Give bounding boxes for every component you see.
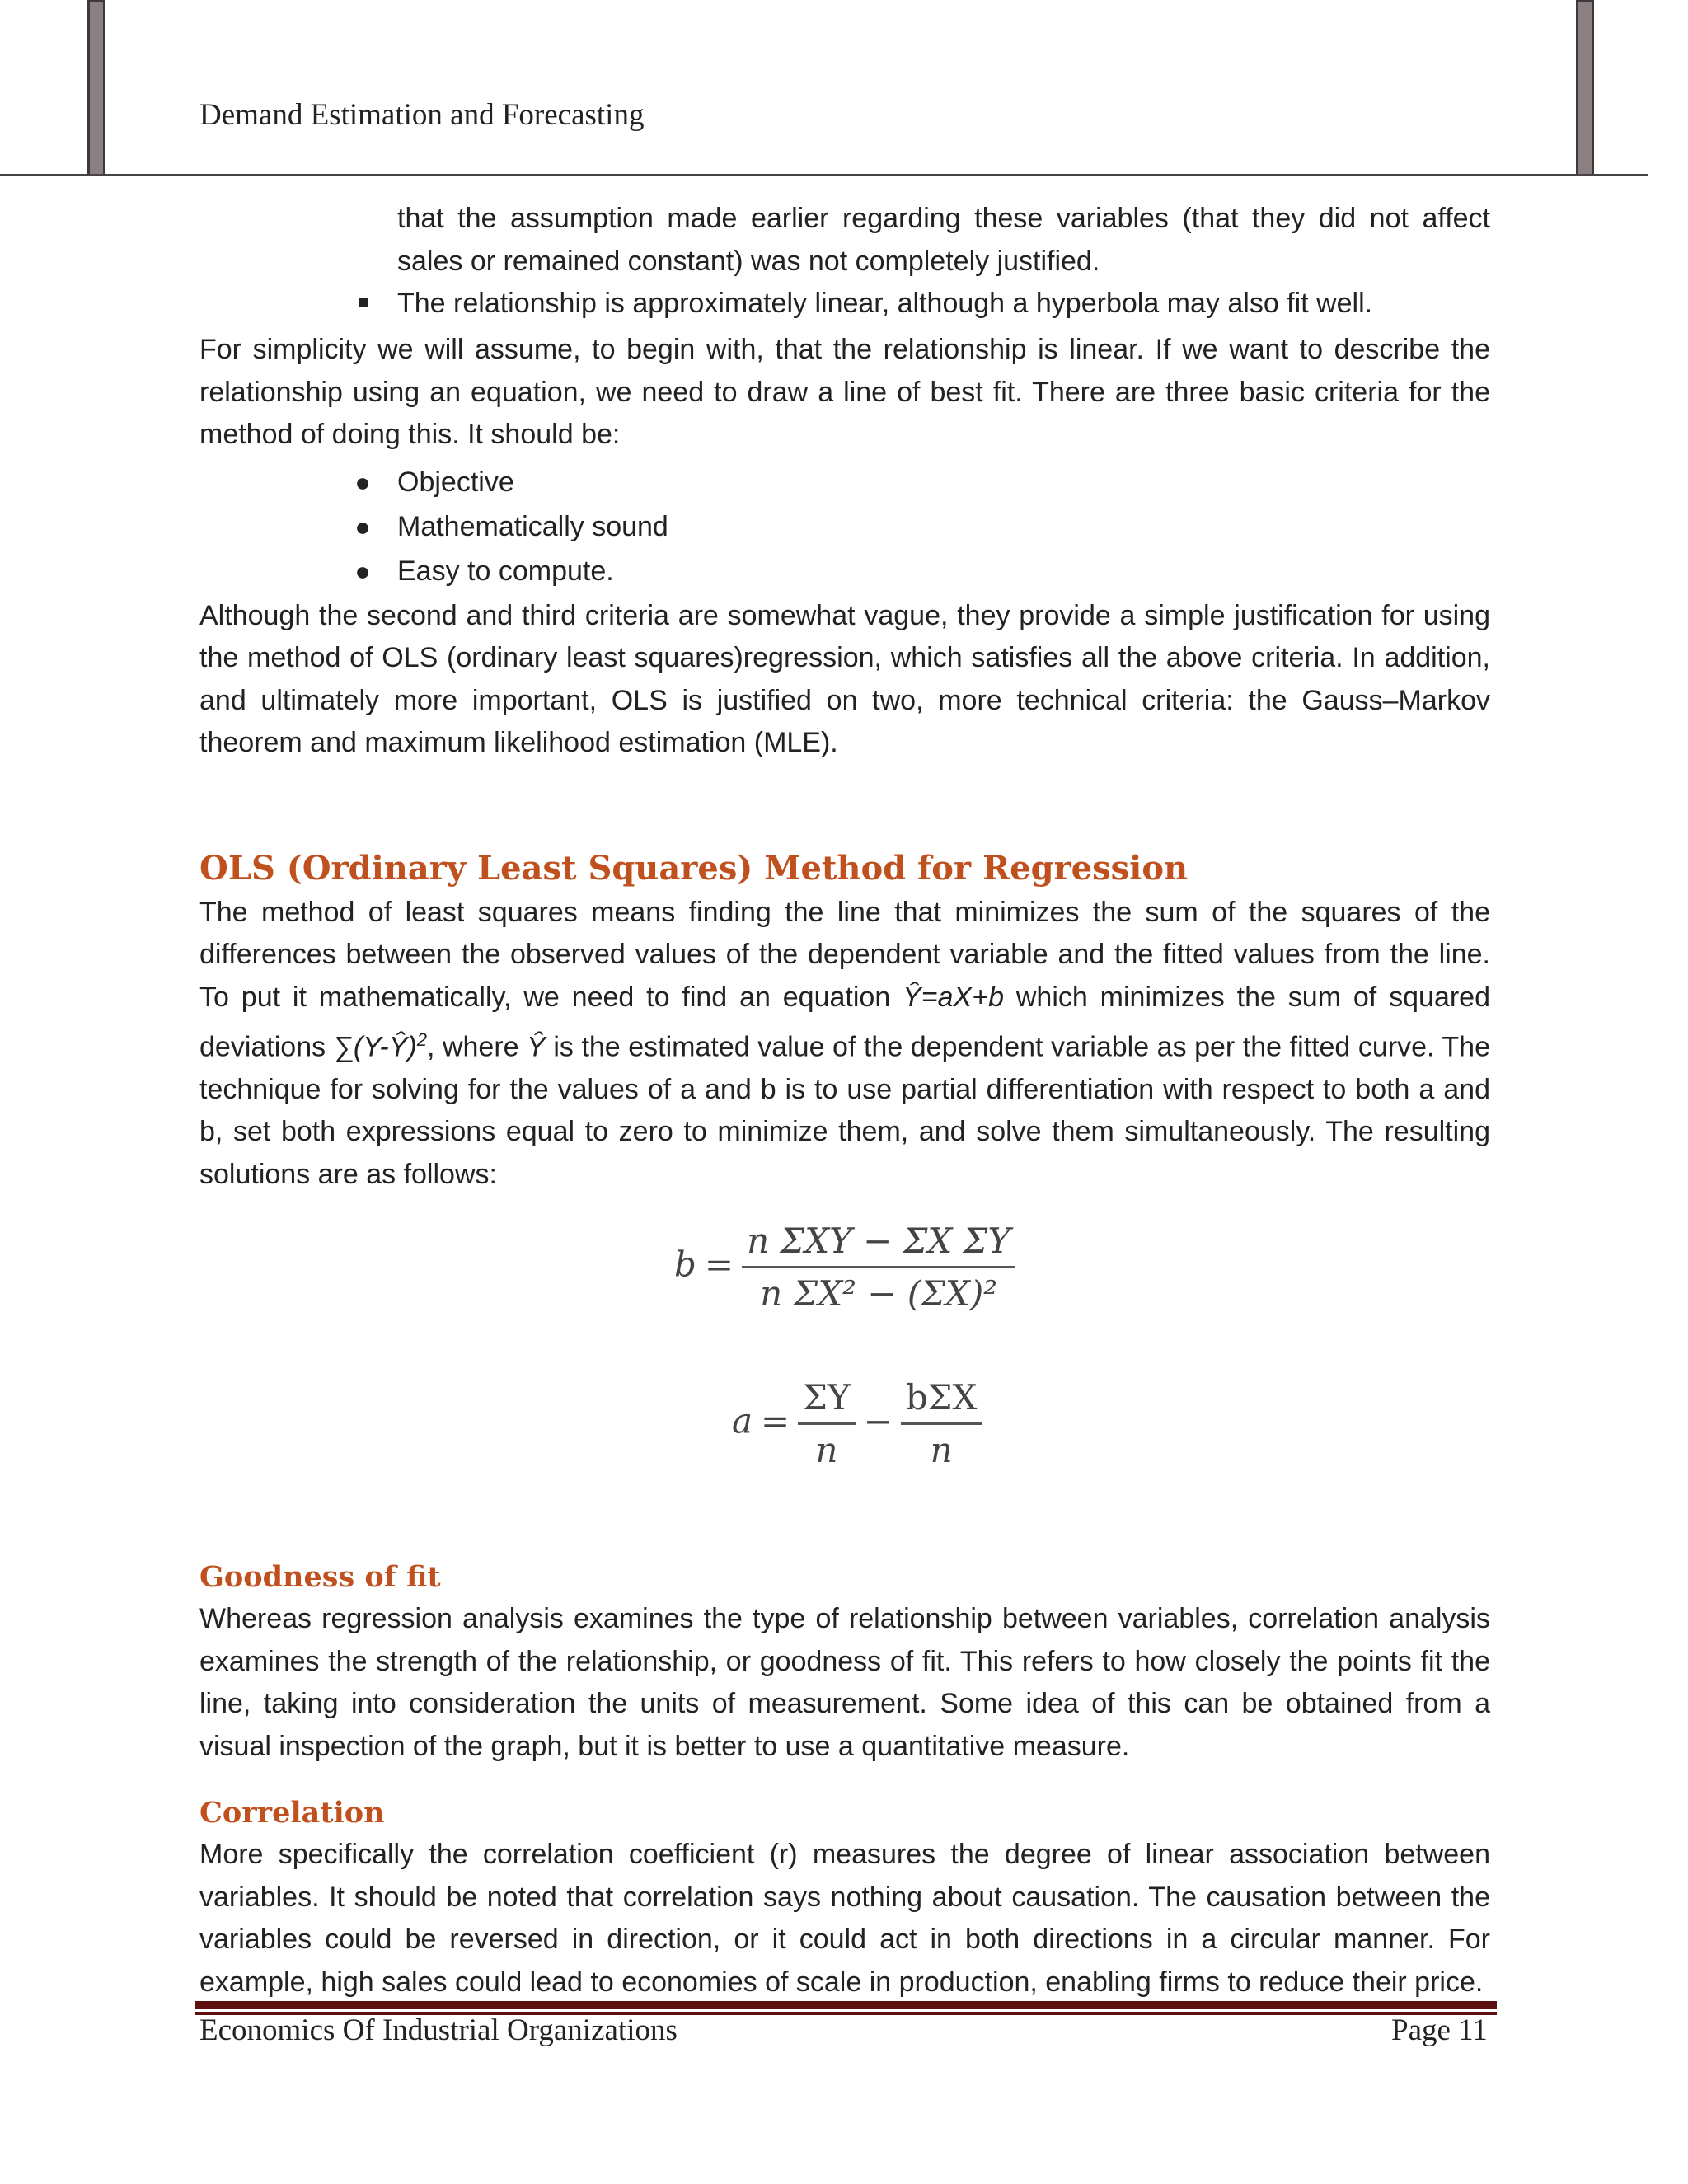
equation-line: Ŷ=aX+b bbox=[903, 981, 1004, 1013]
paragraph-criteria-intro: For simplicity we will assume, to begin with, that the relationship is linear. If we want to describe the relationship using an equation, we need to draw a line of best fit. There are three basic criteria for the method of doing this. It should be: bbox=[199, 334, 1490, 450]
list-item-text: Easy to compute. bbox=[397, 555, 614, 587]
formula-b-numerator: n ΣXY − ΣX ΣY bbox=[742, 1221, 1015, 1268]
header-title: Demand Estimation and Forecasting bbox=[199, 98, 645, 132]
list-item-text: Mathematically sound bbox=[397, 510, 668, 542]
paragraph-correlation: More specifically the correlation coefficient (r) measures the degree of linear association between variables. It should be noted that correlation says nothing about causation. The causation between the variables could be reversed in direction, or it could act in both directions in a circular manner. For example, high sales could lead to economies of scale in production, enabling firms to reduce their price. bbox=[199, 1839, 1490, 1998]
formula-a-numerator-2: bΣX bbox=[901, 1377, 982, 1425]
formula-a-denominator-2: n bbox=[930, 1430, 953, 1471]
section-heading-correlation: Correlation bbox=[199, 1796, 385, 1830]
paragraph-ols-justification: Although the second and third criteria are somewhat vague, they provide a simple justification for using the method of OLS (ordinary least squares)regression, which satisfies all the above criteria. In addition, and ultimately more important, OLS is justified on two, more technical criteria: the Gauss–Markov theorem and maximum likelihood estimation (MLE). bbox=[199, 599, 1490, 758]
footer-book-title: Economics Of Industrial Organizations bbox=[199, 2013, 678, 2047]
square-bullet-icon bbox=[350, 283, 375, 324]
formula-a-fraction-1 bbox=[798, 1377, 855, 1470]
formula-b bbox=[674, 1221, 1015, 1314]
footer-rule-thick bbox=[195, 2001, 1497, 2009]
equation-sum-squares: ∑(Y-Ŷ) bbox=[333, 1031, 417, 1063]
formula-a-numerator-1: ΣY bbox=[798, 1377, 855, 1425]
formula-b-equals: = bbox=[704, 1244, 734, 1285]
equation-yhat: Ŷ bbox=[527, 1031, 546, 1063]
formula-a-fraction-2 bbox=[901, 1377, 982, 1470]
page-content bbox=[199, 198, 1490, 2004]
list-item bbox=[199, 549, 1490, 593]
header-bar-left bbox=[87, 0, 106, 176]
list-item bbox=[199, 283, 1490, 324]
continued-bullet-text: that the assumption made earlier regarding these variables (that they did not affect sales or remained constant) was not completely justified. bbox=[397, 203, 1490, 277]
footer-page-number: Page 11 bbox=[1391, 2013, 1488, 2047]
formula-b-lhs: b bbox=[674, 1244, 696, 1285]
formula-a-minus: − bbox=[863, 1400, 893, 1441]
formula-a-equals: = bbox=[761, 1400, 790, 1441]
header-bar-right bbox=[1576, 0, 1594, 176]
list-item-text: The relationship is approximately linear, although a hyperbola may also fit well. bbox=[397, 288, 1373, 319]
formula-a-denominator-1: n bbox=[815, 1430, 838, 1471]
criteria-list bbox=[199, 460, 1490, 593]
bullet-icon: ● bbox=[354, 555, 371, 586]
bullet-icon: ● bbox=[354, 511, 371, 541]
paragraph-least-squares bbox=[199, 892, 1490, 1197]
list-item bbox=[199, 504, 1490, 549]
text-fragment: which minimizes the sum of squared deviations bbox=[199, 981, 1490, 1063]
list-item bbox=[199, 460, 1490, 504]
equation-exponent: 2 bbox=[416, 1029, 427, 1050]
paragraph-goodness-of-fit: Whereas regression analysis examines the type of relationship between variables, correlation analysis examines the strength of the relationship, or goodness of fit. This refers to how closely the points fit the line, taking into consideration the units of measurement. Some idea of this can be obtained from a visual inspection of the graph, but it is better to use a quantitative measure. bbox=[199, 1603, 1490, 1762]
header-rule bbox=[0, 174, 1648, 176]
text-fragment: The method of least squares means finding the line that minimizes the sum of the squares of the differences between the observed values of the dependent variable and the fitted values from the line. To put it mathematically, we need to find an equation bbox=[199, 896, 1490, 1013]
section-heading-goodness-of-fit: Goodness of fit bbox=[199, 1560, 441, 1595]
list-item-text: Objective bbox=[397, 466, 514, 498]
text-fragment: , where bbox=[426, 1031, 528, 1063]
square-bullet-list bbox=[199, 283, 1490, 324]
formula-block bbox=[199, 1221, 1490, 1501]
text-fragment: is the estimated value of the dependent variable as per the fitted curve. The technique for solving for the values of a and b is to use partial differentiation with respect to both a and b, set both expressions equal to zero to minimize them, and solve them simultaneously. The resulting solutions are as follows: bbox=[199, 1031, 1490, 1190]
formula-a bbox=[732, 1377, 982, 1470]
section-heading-ols: OLS (Ordinary Least Squares) Method for Regression bbox=[199, 848, 1189, 888]
formula-b-fraction bbox=[742, 1221, 1015, 1314]
formula-a-lhs: a bbox=[732, 1400, 753, 1441]
formula-b-denominator: n ΣX² − (ΣX)² bbox=[760, 1273, 998, 1315]
bullet-icon: ● bbox=[354, 466, 371, 497]
